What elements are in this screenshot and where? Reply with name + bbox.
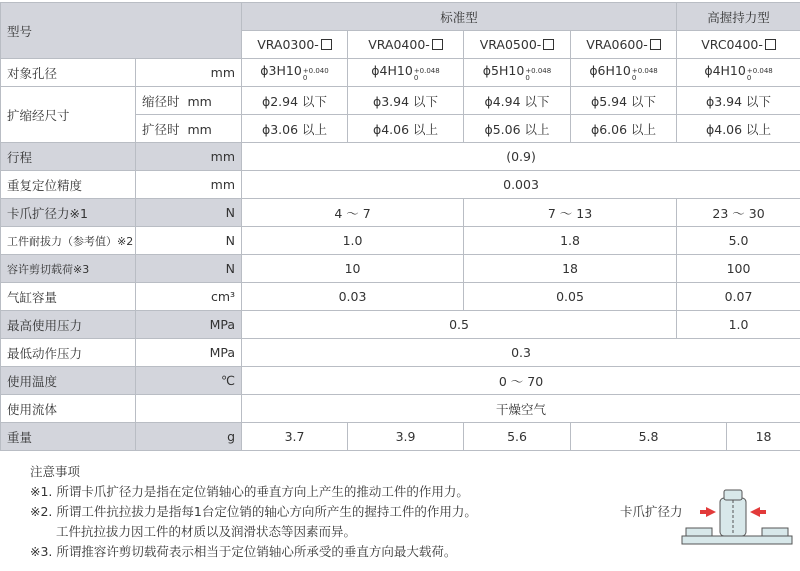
- pin-head: [724, 490, 742, 500]
- note-1: ※1. 所谓卡爪扩径力是指在定位销轴心的垂直方向上产生的推动工件的作用力。: [30, 484, 469, 499]
- max-pressure-row: [1, 311, 800, 339]
- repeat-row: [1, 171, 800, 199]
- right-arrow-icon: [750, 507, 766, 517]
- volume-label: 气缸容量: [1, 283, 136, 311]
- workpiece-right: [762, 528, 788, 536]
- model-name: VRA0500-: [464, 31, 571, 59]
- claw-unit: N: [136, 199, 242, 227]
- shrink-value: ϕ5.94 以下: [571, 87, 677, 115]
- weight-value: 3.7: [242, 423, 348, 451]
- hole-value: ϕ5H10 +0.048 0: [464, 59, 571, 87]
- stroke-row: [1, 143, 800, 171]
- shear-value: 10: [242, 255, 464, 283]
- temperature-label: 使用温度: [1, 367, 136, 395]
- repeat-label: 重复定位精度: [1, 171, 136, 199]
- pull-label: 工件耐拔力（参考值）※2: [1, 227, 136, 255]
- stroke-unit: mm: [136, 143, 242, 171]
- shear-unit: N: [136, 255, 242, 283]
- grow-value: ϕ4.06 以上: [677, 115, 800, 143]
- hole-row: [1, 59, 800, 87]
- min-pressure-label: 最低动作压力: [1, 339, 136, 367]
- weight-value: 5.8: [571, 423, 727, 451]
- fluid-value: 干燥空气: [242, 395, 800, 423]
- pull-value: 5.0: [677, 227, 800, 255]
- model-name: VRA0300-: [242, 31, 348, 59]
- grow-value: ϕ3.06 以上: [242, 115, 348, 143]
- grow-value: ϕ5.06 以上: [464, 115, 571, 143]
- notes-title: 注意事项: [30, 464, 81, 479]
- hole-label: 对象孔径: [1, 59, 136, 87]
- model-name: VRA0600-: [571, 31, 677, 59]
- pull-unit: N: [136, 227, 242, 255]
- fluid-unit: [136, 395, 242, 423]
- header-row-1: [1, 3, 800, 31]
- grow-label: 扩径时 mm: [136, 115, 242, 143]
- volume-value: 0.03: [242, 283, 464, 311]
- shear-label: 容许剪切载荷※3: [1, 255, 136, 283]
- shear-value: 100: [677, 255, 800, 283]
- claw-value: 23 ～ 30: [677, 199, 800, 227]
- pull-row: [1, 227, 800, 255]
- note-2-continued: 工件抗拉拔力因工件的材质以及润滑状态等因素而异。: [56, 524, 357, 539]
- claw-force-diagram: [620, 488, 800, 556]
- max-pressure-label: 最高使用压力: [1, 311, 136, 339]
- shrink-value: ϕ2.94 以下: [242, 87, 348, 115]
- high-grip-header: 高握持力型: [677, 3, 800, 31]
- shear-row: [1, 255, 800, 283]
- weight-value: 5.6: [464, 423, 571, 451]
- pin-base-plate: [682, 536, 792, 544]
- hole-value: ϕ4H10 +0.048 0: [677, 59, 800, 87]
- left-arrow-icon: [700, 507, 716, 517]
- model-name: VRC0400-: [677, 31, 800, 59]
- model-name: VRA0400-: [348, 31, 464, 59]
- note-3: ※3. 所谓推容许剪切载荷表示相当于定位销轴心所承受的垂直方向最大载荷。: [30, 544, 457, 559]
- stroke-value: (0.9): [242, 143, 800, 171]
- pin-illustration-icon: [676, 488, 800, 556]
- workpiece-left: [686, 528, 712, 536]
- hole-value: ϕ4H10 +0.048 0: [348, 59, 464, 87]
- weight-row: [1, 423, 800, 451]
- repeat-unit: mm: [136, 171, 242, 199]
- model-header: 型号: [1, 3, 242, 59]
- claw-row: [1, 199, 800, 227]
- max-pressure-value: 0.5: [242, 311, 677, 339]
- volume-value: 0.05: [464, 283, 677, 311]
- min-pressure-unit: MPa: [136, 339, 242, 367]
- temperature-value: 0 ～ 70: [242, 367, 800, 395]
- claw-label: 卡爪扩径力※1: [1, 199, 136, 227]
- weight-value: 18: [727, 423, 800, 451]
- weight-value: 3.9: [348, 423, 464, 451]
- note-2: ※2. 所谓工件抗拉拔力是指每1台定位销的轴心方向所产生的握持工件的作用力。: [30, 504, 477, 519]
- volume-unit: cm³: [136, 283, 242, 311]
- hole-value: ϕ6H10 +0.048 0: [571, 59, 677, 87]
- grow-value: ϕ6.06 以上: [571, 115, 677, 143]
- shrink-value: ϕ3.94 以下: [348, 87, 464, 115]
- weight-label: 重量: [1, 423, 136, 451]
- diagram-label: 卡爪扩径力: [620, 504, 683, 519]
- claw-value: 7 ～ 13: [464, 199, 677, 227]
- fluid-label: 使用流体: [1, 395, 136, 423]
- shear-value: 18: [464, 255, 677, 283]
- volume-row: [1, 283, 800, 311]
- hole-unit: mm: [136, 59, 242, 87]
- max-pressure-unit: MPa: [136, 311, 242, 339]
- shrink-value: ϕ3.94 以下: [677, 87, 800, 115]
- min-pressure-row: [1, 339, 800, 367]
- shrink-row: [1, 87, 800, 115]
- volume-value: 0.07: [677, 283, 800, 311]
- stroke-label: 行程: [1, 143, 136, 171]
- max-pressure-value: 1.0: [677, 311, 800, 339]
- hole-value: ϕ3H10 +0.040 0: [242, 59, 348, 87]
- shrink-value: ϕ4.94 以下: [464, 87, 571, 115]
- min-pressure-value: 0.3: [242, 339, 800, 367]
- grow-value: ϕ4.06 以上: [348, 115, 464, 143]
- shrink-label: 缩径时 mm: [136, 87, 242, 115]
- fluid-row: [1, 395, 800, 423]
- repeat-value: 0.003: [242, 171, 800, 199]
- standard-header: 标准型: [242, 3, 677, 31]
- spec-table: [0, 2, 800, 451]
- weight-unit: g: [136, 423, 242, 451]
- notes-section: [30, 462, 477, 562]
- temperature-row: [1, 367, 800, 395]
- claw-value: 4 ～ 7: [242, 199, 464, 227]
- expand-label: 扩缩经尺寸: [1, 87, 136, 143]
- pull-value: 1.8: [464, 227, 677, 255]
- pull-value: 1.0: [242, 227, 464, 255]
- temperature-unit: ℃: [136, 367, 242, 395]
